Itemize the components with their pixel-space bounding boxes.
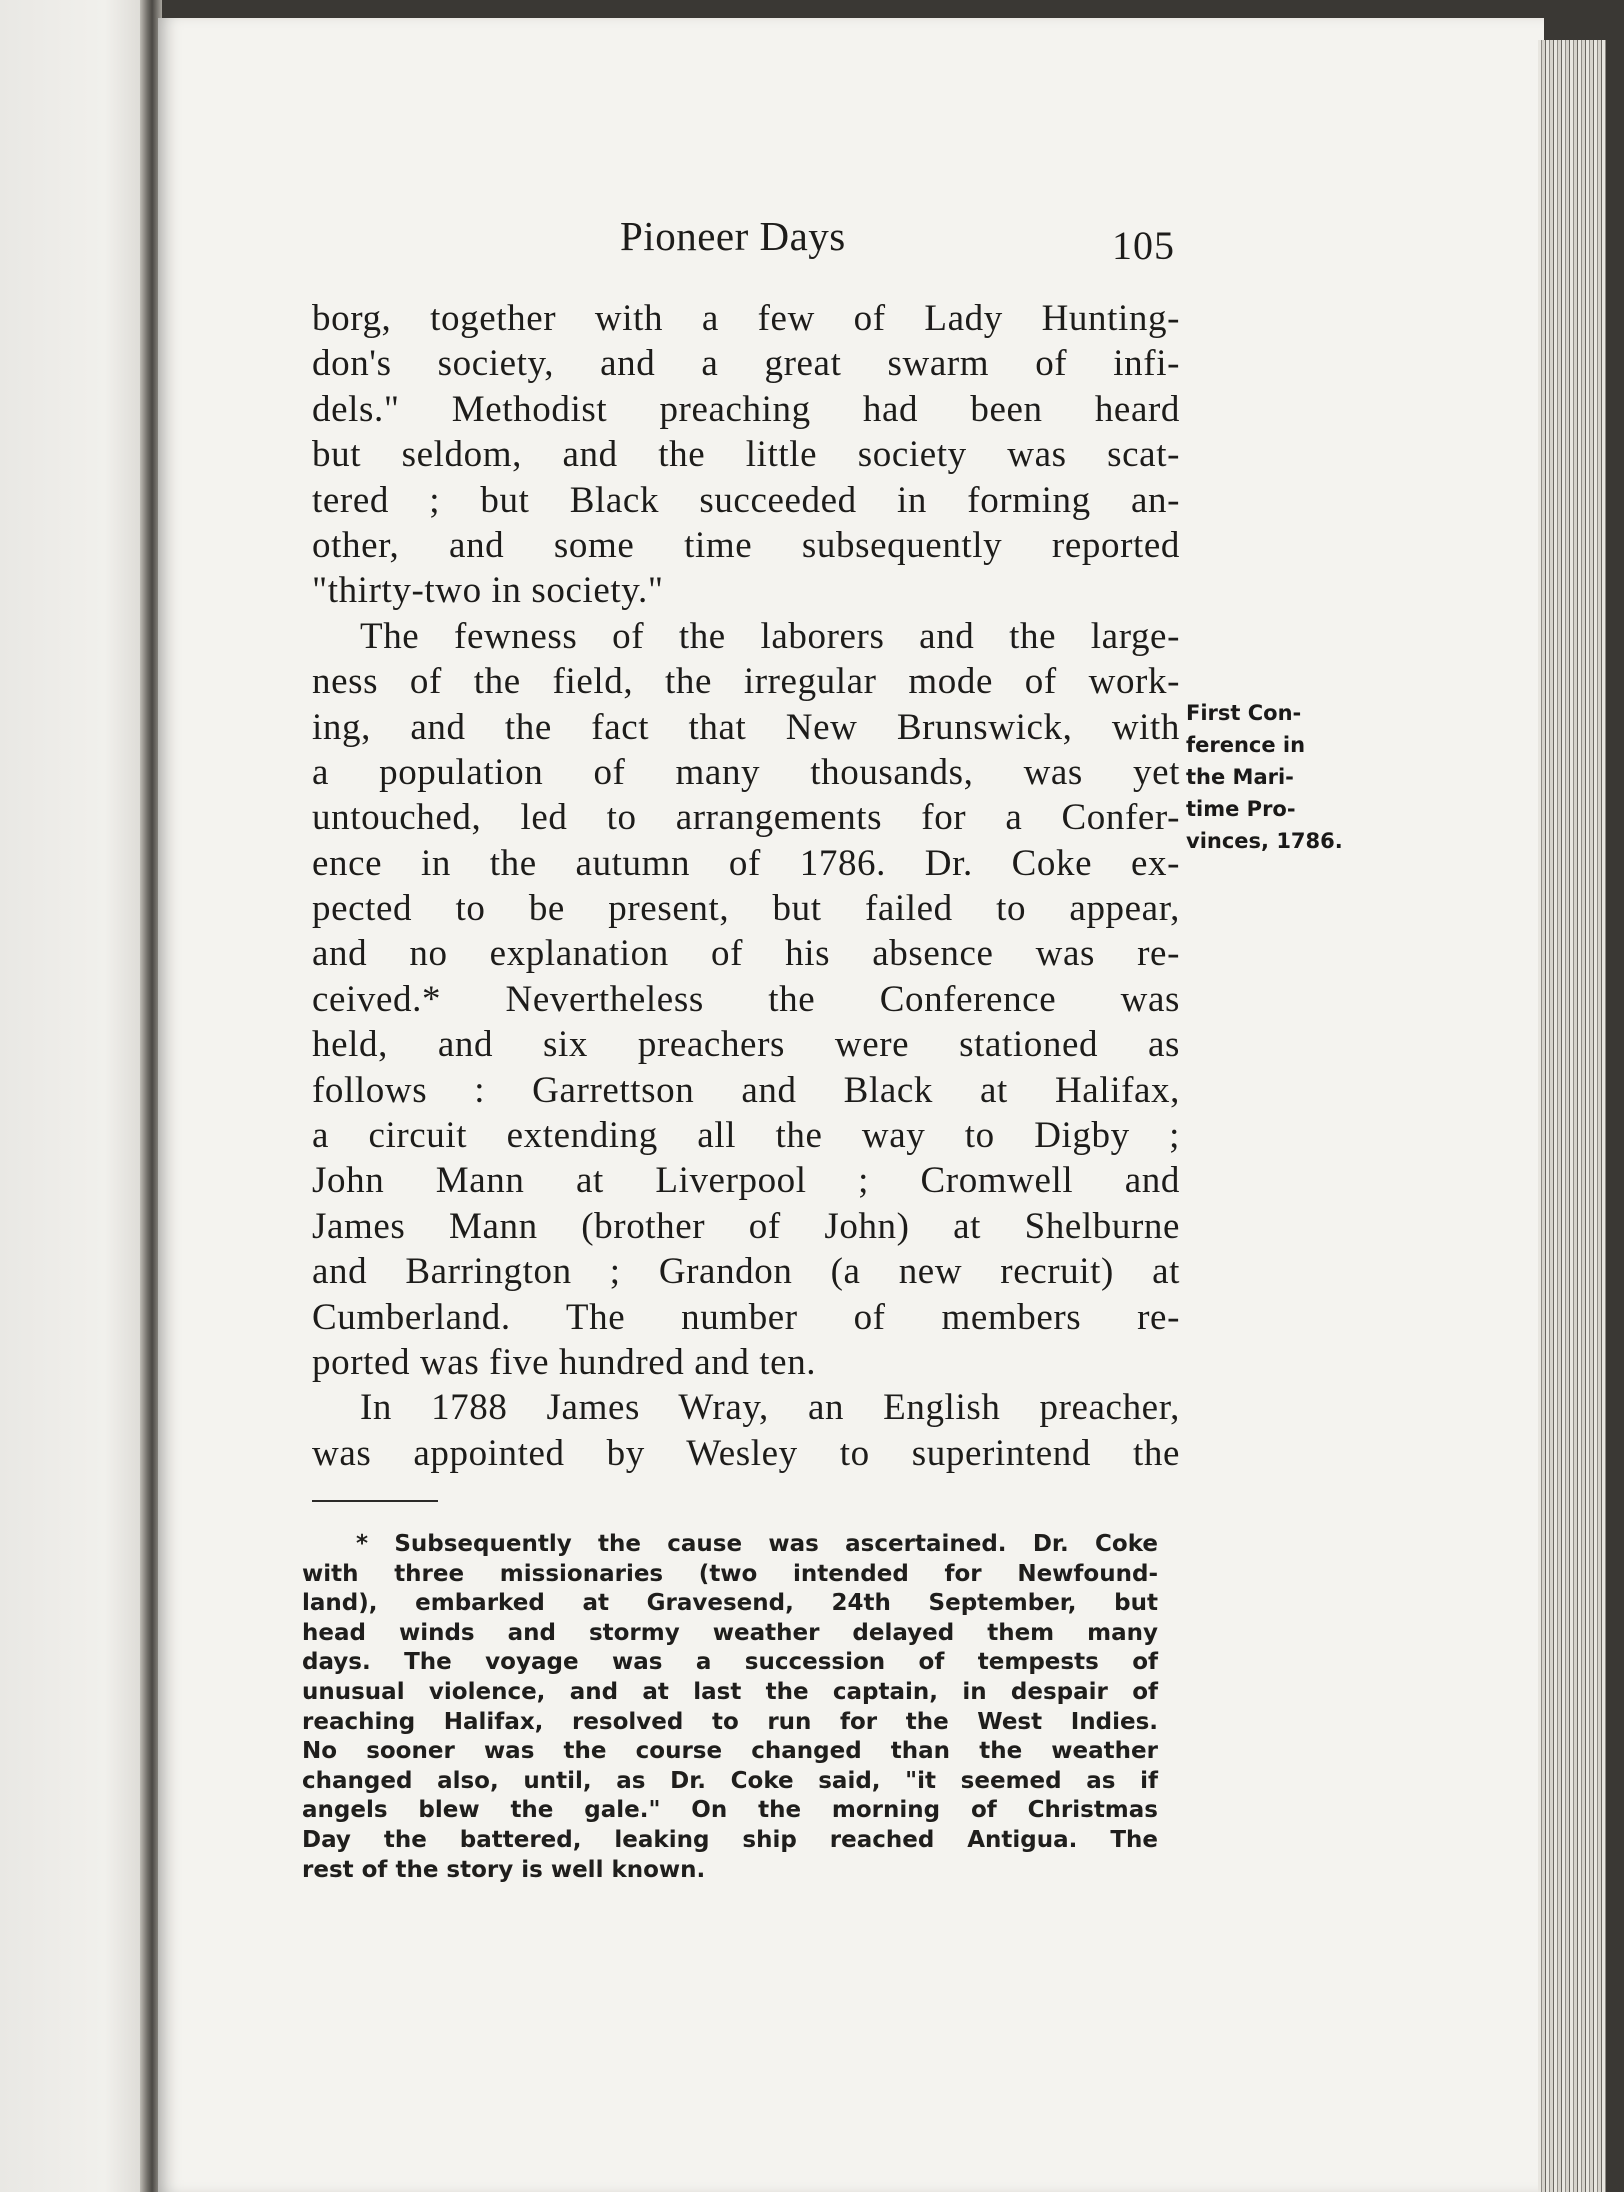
margin-note-line: First Con-: [1186, 701, 1302, 725]
body-line: The fewness of the laborers and the large-: [360, 615, 1180, 657]
body-line: pected to be present, but failed to appear,: [312, 888, 1180, 930]
body-line: but seldom, and the little society was scat-: [312, 434, 1180, 476]
margin-note-line: time Pro-: [1186, 797, 1296, 821]
running-title: Pioneer Days: [620, 213, 846, 259]
body-paragraphs: [312, 296, 1180, 1476]
body-line: Cumberland. The number of members re-: [312, 1296, 1180, 1338]
page-number: 105: [1112, 223, 1175, 268]
body-line: other, and some time subsequently reported: [312, 524, 1180, 566]
footnote-line: * Subsequently the cause was ascertained. Dr. Coke: [356, 1531, 1158, 1557]
body-line: tered ; but Black succeeded in forming an-: [312, 479, 1180, 521]
body-line: follows : Garrettson and Black at Halifax,: [312, 1069, 1180, 1111]
body-line: held, and six preachers were stationed as: [312, 1024, 1180, 1066]
body-line: don's society, and a great swarm of infi-: [312, 343, 1180, 385]
body-line: was appointed by Wesley to superintend the: [312, 1432, 1180, 1474]
body-line: ing, and the fact that New Brunswick, with: [312, 706, 1180, 748]
footnote-rule: [312, 1500, 438, 1502]
body-line: In 1788 James Wray, an English preacher,: [360, 1387, 1180, 1429]
body-line: a population of many thousands, was yet: [312, 751, 1180, 793]
body-line: James Mann (brother of John) at Shelburne: [312, 1205, 1180, 1247]
body-line: ported was five hundred and ten.: [312, 1341, 817, 1383]
footnote-line: angels blew the gale." On the morning of Christmas: [302, 1797, 1158, 1824]
footnote-line: No sooner was the course changed than the weather: [302, 1738, 1158, 1765]
body-line: John Mann at Liverpool ; Cromwell and: [312, 1160, 1180, 1202]
body-line: and Barrington ; Grandon (a new recruit) at: [312, 1251, 1180, 1293]
footnote-line: Day the battered, leaking ship reached Antigua. The: [302, 1826, 1158, 1853]
body-line: a circuit extending all the way to Digby ;: [312, 1115, 1180, 1157]
footnote-line: rest of the story is well known.: [302, 1856, 706, 1883]
body-line: untouched, led to arrangements for a Confer-: [312, 797, 1180, 839]
footnote-line: changed also, until, as Dr. Coke said, "it seemed as if: [302, 1767, 1158, 1794]
footnote-line: with three missionaries (two intended for Newfound-: [302, 1560, 1158, 1587]
body-line: and no explanation of his absence was re-: [312, 933, 1180, 975]
body-line: borg, together with a few of Lady Hunting-: [312, 298, 1180, 339]
footnote-line: unusual violence, and at last the captain, in despair of: [302, 1678, 1158, 1705]
margin-note: [1186, 697, 1343, 857]
body-line: ness of the field, the irregular mode of work-: [312, 661, 1180, 703]
footnote-line: head winds and stormy weather delayed them many: [302, 1619, 1158, 1646]
margin-note-line: the Mari-: [1186, 765, 1294, 789]
body-line: ence in the autumn of 1786. Dr. Coke ex-: [312, 842, 1180, 884]
margin-note-line: vinces, 1786.: [1186, 829, 1343, 853]
margin-note-line: ference in: [1186, 733, 1306, 757]
footnote-line: reaching Halifax, resolved to run for the West Indies.: [302, 1708, 1158, 1735]
body-line: dels." Methodist preaching had been heard: [312, 388, 1180, 430]
body-line: ceived.* Nevertheless the Conference was: [312, 978, 1180, 1020]
body-line: "thirty-two in society.": [312, 570, 664, 612]
footnote: [302, 1530, 1158, 1885]
footnote-line: days. The voyage was a succession of tempests of: [302, 1649, 1158, 1676]
footnote-line: land), embarked at Gravesend, 24th September, but: [302, 1590, 1158, 1617]
